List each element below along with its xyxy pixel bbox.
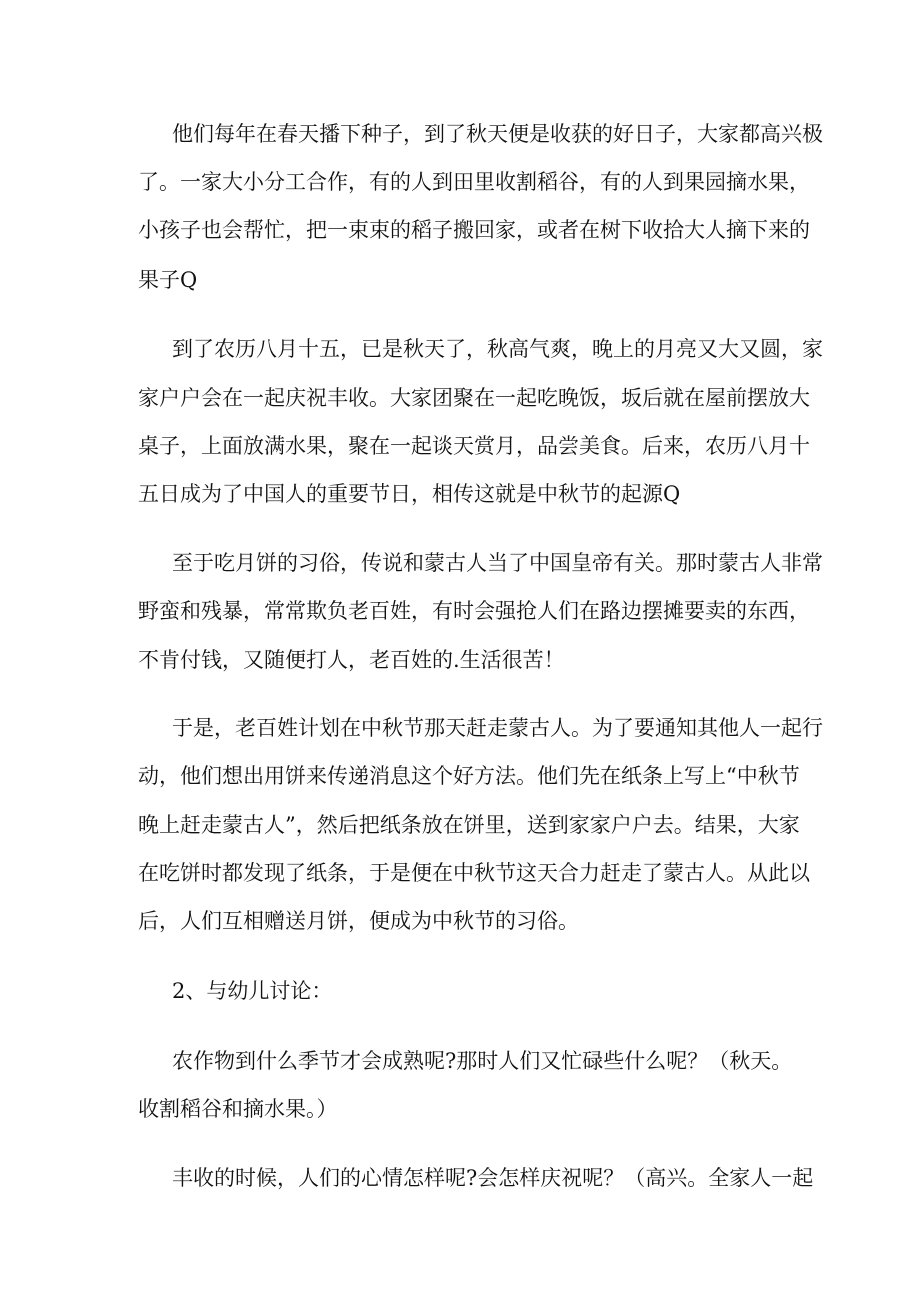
text-line: 收割稻谷和摘水果。）	[138, 1097, 338, 1121]
text-line: 于是，老百姓计划在中秋节那天赶走蒙古人。为了要通知其他人一起行	[172, 716, 823, 740]
text-line: 丰收的时候，人们的心情怎样呢?会怎样庆祝呢？（高兴。全家人一起	[172, 1166, 814, 1190]
text-line: 2、与幼儿讨论：	[172, 979, 333, 1003]
text-line: 小孩子也会帮忙，把一束束的稻子搬回家，或者在树下收拾大人摘下来的	[138, 218, 810, 242]
text-line: 果子Q	[138, 268, 198, 292]
text-line: 他们每年在春天播下种子，到了秋天便是收获的好日子，大家都高兴极	[172, 122, 823, 146]
text-line: 至于吃月饼的习俗，传说和蒙古人当了中国皇帝有关。那时蒙古人非常	[172, 551, 823, 575]
text-line: 五日成为了中国人的重要节日，相传这就是中秋节的起源Q	[138, 482, 681, 506]
text-line: 晚上赶走蒙古人”，然后把纸条放在饼里，送到家家户户去。结果，大家	[138, 813, 800, 837]
text-line: 到了农历八月十五，已是秋天了，秋高气爽，晚上的月亮又大又圆，家	[172, 337, 823, 361]
text-line: 动，他们想出用饼来传递消息这个好方法。他们先在纸条上写上“中秋节	[138, 764, 800, 788]
text-line: 农作物到什么季节才会成熟呢?那时人们又忙碌些什么呢？（秋天。	[172, 1049, 793, 1073]
text-line: 在吃饼时都发现了纸条，于是便在中秋节这天合力赶走了蒙古人。从此以	[138, 861, 810, 885]
text-line: 野蛮和残暴，常常欺负老百姓，有时会强抢人们在路边摆摊要卖的东西，	[138, 599, 810, 623]
text-line: 后，人们互相赠送月饼，便成为中秋节的习俗。	[138, 909, 579, 933]
text-line: 了。一家大小分工合作，有的人到田里收割稻谷，有的人到果园摘水果，	[138, 170, 810, 194]
text-line: 不肯付钱，又随便打人，老百姓的.生活很苦！	[138, 648, 565, 672]
text-line: 家户户会在一起庆祝丰收。大家团聚在一起吃晚饭，坂后就在屋前摆放大	[138, 386, 810, 410]
text-line: 桌子，上面放满水果，聚在一起谈天赏月，品尝美食。后来，农历八月十	[138, 434, 810, 458]
